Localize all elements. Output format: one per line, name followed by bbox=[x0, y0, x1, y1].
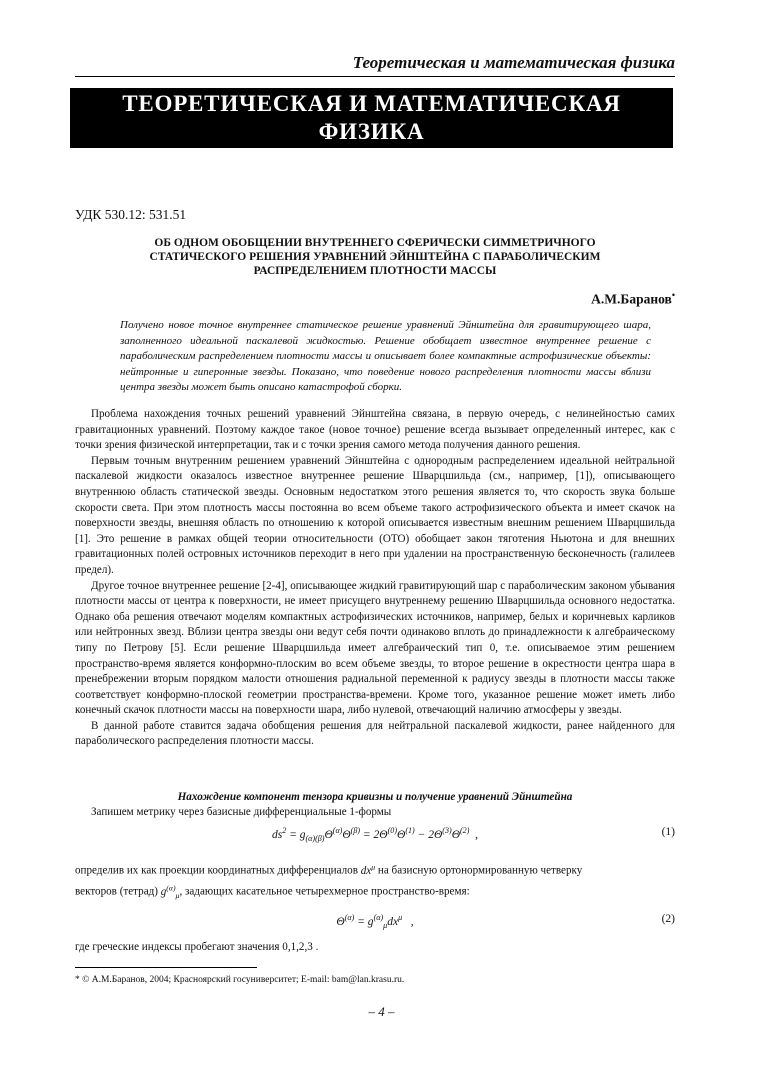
metric-intro: Запишем метрику через базисные дифференциальные 1-формы bbox=[91, 806, 392, 818]
text-after-eq1-line1 bbox=[75, 862, 675, 877]
title-line2: СТАТИЧЕСКОГО РЕШЕНИЯ УРАВНЕНИЙ ЭЙНШТЕЙНА С ПАРАБОЛИЧЕСКИМ bbox=[149, 251, 601, 263]
equation-2-formula: $\Theta^{(\alpha)} = g^{(\alpha)}_\mu dx^\mu$ , bbox=[336, 913, 414, 931]
title-line3: РАСПРЕДЕЛЕНИЕМ ПЛОТНОСТИ МАССЫ bbox=[253, 265, 497, 277]
text-after-eq1-line2-part1: векторов (тетрад) bbox=[75, 885, 158, 898]
abstract bbox=[120, 318, 651, 396]
text-after-eq1-line2 bbox=[75, 883, 675, 900]
indices-values: 0,1,2,3 bbox=[282, 941, 313, 953]
author bbox=[591, 290, 675, 308]
page-number: – 4 – bbox=[368, 1004, 395, 1019]
paragraph-2: Первым точным внутренним решением уравнений Эйнштейна с однородным распределением идеальной нейтральной паскалевой жидкости оказалось известное внутреннее решение Шварцшильда (см., например, [1]), описывающего внутреннюю область статической звезды. Основным недостатком этого решения является то, что скорость звука больше скорости света. При этом плотность массы постоянна во всем объеме такого астрофизического объекта и имеет скачок на поверхности звезды, внешняя область по отношению к которой описывается известным внешним решением Шварцшильда [1]. Это решение в рамках общей теории относительности (ОТО) обобщает закон тяготения Ньютона и для внешних гравитационных полей островных источников переходит в него при удалении на пространственную бесконечность (галилеев предел). bbox=[75, 454, 675, 576]
indices-text: где греческие индексы пробегают значения bbox=[75, 941, 280, 953]
tetrad-symbol: $g^{(\alpha)}_\mu$ bbox=[160, 883, 180, 900]
paragraph-4: В данной работе ставится задача обобщения решения для нейтральной паскалевой жидкости, ранее найденного для параболического распределения плотности массы. bbox=[75, 719, 675, 748]
text-after-eq1-part1: определив их как проекции координатных дифференциалов bbox=[75, 864, 358, 877]
udk-code: УДК 530.12: 531.51 bbox=[75, 207, 187, 222]
section-banner-line1: ТЕОРЕТИЧЕСКАЯ И МАТЕМАТИЧЕСКАЯ bbox=[122, 91, 621, 116]
author-name: А.М.Баранов bbox=[591, 291, 672, 307]
section-banner-line2: ФИЗИКА bbox=[318, 119, 425, 144]
paragraph-3: Другое точное внутреннее решение [2-4], описывающее жидкий гравитирующий шар с параболическим законом убывания плотности массы от центра к поверхности, не имеет присущего внутреннему решению Шварцшильда основного недостатка. Однако оба решения отвечают моделям компактных астрофизических источников, например, белых и коричневых карликов или нейтронных звезд. Вблизи центра звезды они ведут себя почти одинаково вплоть до принадлежности к алгебраическому типу по Петрову [5]. Если решение Шварцшильда имеет алгебраический тип 0, т.е. описываемое этим решением пространство-время является конформно-плоским во всем объеме звезды, то второе решение в окрестности центра шара в пренебрежении вторым порядком малости отношения радиальной переменной к радиусу звезды в плотности массы также соответствует конформно-плоской геометрии пространства-времени. Кроме того, указанное решение может иметь либо конечный скачок плотности массы на поверхности шара, либо нулевой, отвечающий наличию атмосферы у звезды. bbox=[75, 579, 675, 717]
text-after-eq1-part2: на базисную ортонормированную четверку bbox=[377, 864, 583, 877]
body-text bbox=[75, 407, 675, 750]
equation-2-number: (2) bbox=[661, 913, 675, 925]
paragraph-1: Проблема нахождения точных решений уравнений Эйнштейна связана, в первую очередь, с нелинейностью самих гравитационных уравнений. Поэтому каждое такое (новое точное) решение всегда вызывает определенный интерес, как с точки зрения физической интерпретации, так и с точки зрения самого метода получения данного решения. bbox=[75, 408, 675, 452]
abstract-text: Получено новое точное внутреннее статическое решение уравнений Эйнштейна для гравитирующего шара, заполненного идеальной паскалевой жидкостью. Решение обобщает известное внутреннее решение с параболическим распределением плотности массы и описывает более компактные астрофизические объекты: нейтронные и гиперонные звезды. Показано, что поведение нового распределения плотности массы вблизи центра звезды может быть описано катастрофой сборки. bbox=[120, 319, 651, 393]
equation-1-number: (1) bbox=[661, 826, 675, 838]
running-head: Теоретическая и математическая физика bbox=[75, 53, 675, 77]
equation-1-formula: $ds^2 = g_{(\alpha)(\beta)}\Theta^{(\alpha)}\Theta^{(\beta)} = 2\Theta^{(0)}\Theta^{(1)} - 2\Theta^{(3)}\Theta^{(2)}$ , bbox=[271, 826, 479, 844]
subsection-heading: Нахождение компонент тензора кривизны и получение уравнений Эйнштейна bbox=[177, 791, 573, 803]
coordinate-differential: $dx^\mu$ bbox=[360, 862, 376, 877]
title-line1: ОБ ОДНОМ ОБОБЩЕНИИ ВНУТРЕННЕГО СФЕРИЧЕСКИ СИММЕТРИЧНОГО bbox=[154, 237, 596, 249]
indices-line: где греческие индексы пробегают значения 0,1,2,3 . bbox=[75, 941, 319, 953]
text-after-eq1-line2-part2: , задающих касательное четырехмерное пространство-время: bbox=[179, 885, 470, 898]
paper-title bbox=[75, 236, 675, 278]
footnote: * © А.М.Баранов, 2004; Красноярский госуниверситет; E-mail: bam@lan.krasu.ru. bbox=[75, 975, 405, 985]
author-footnote-mark: • bbox=[671, 290, 675, 300]
footnote-rule bbox=[75, 967, 257, 968]
section-banner bbox=[70, 88, 673, 148]
